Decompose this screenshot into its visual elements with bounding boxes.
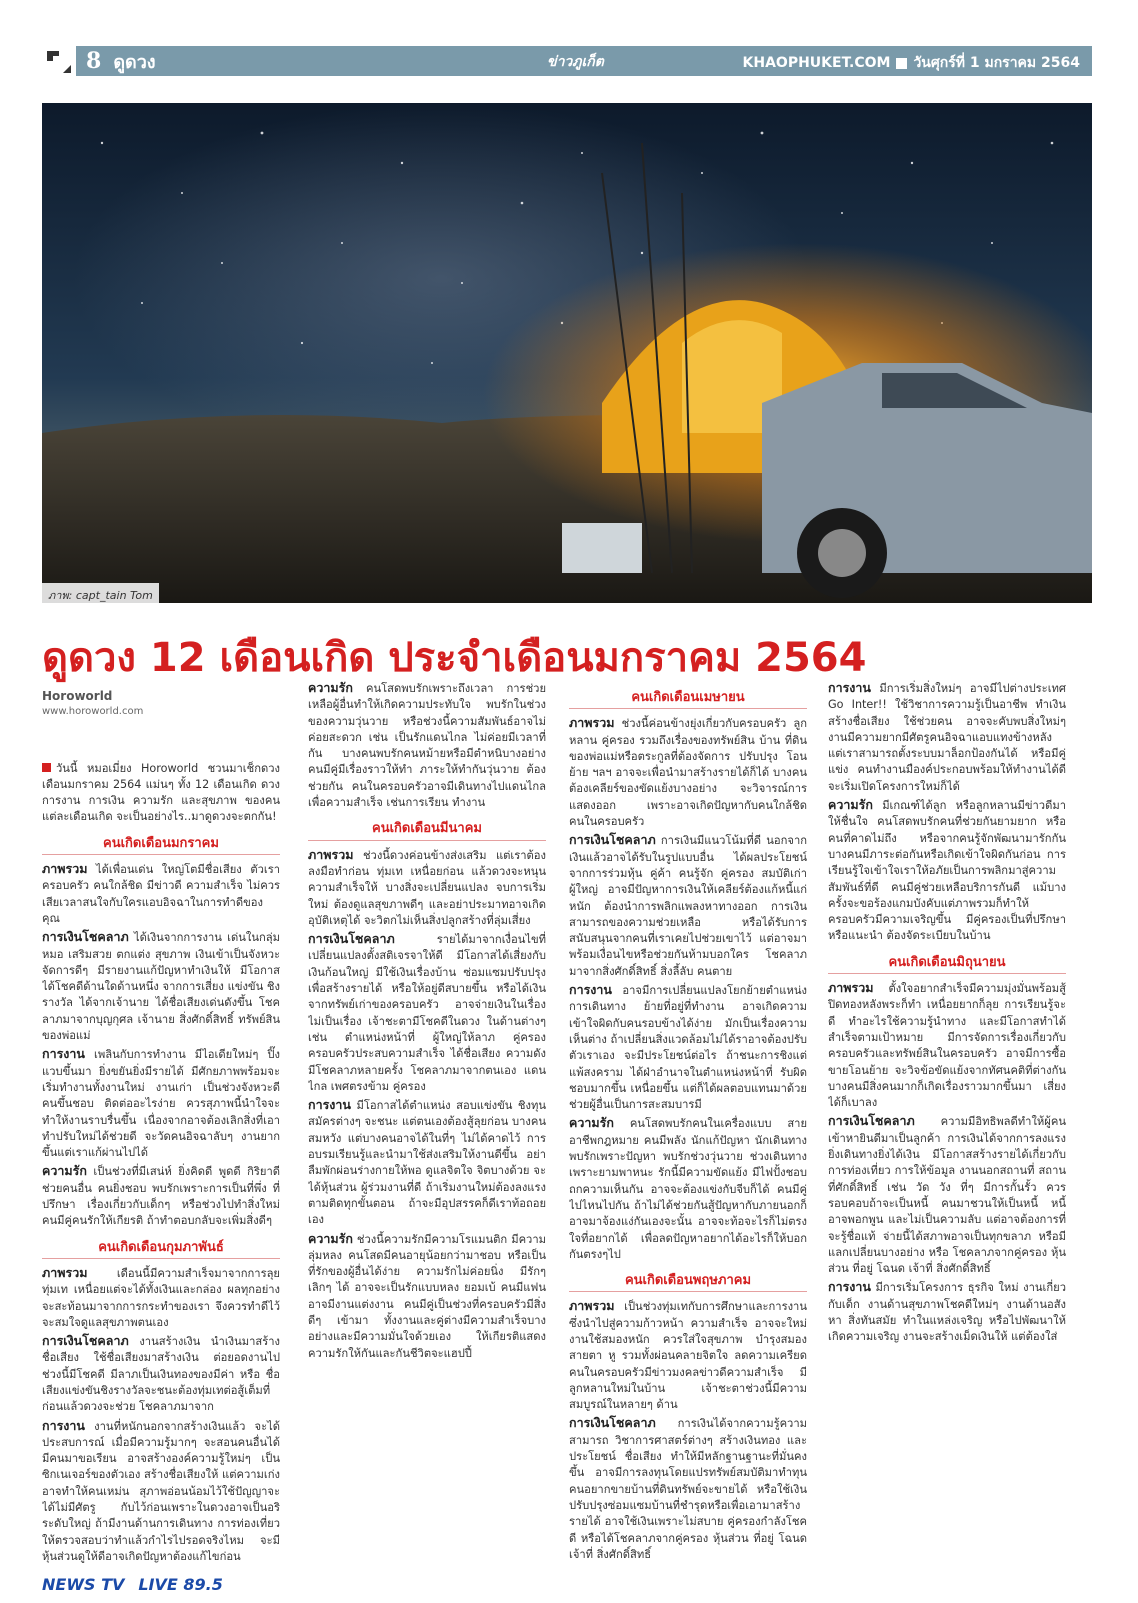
- photo-credit: ภาพ: capt_tain Tom: [42, 583, 159, 607]
- may-work: การงาน มีการเริ่มสิ่งใหม่ๆ อาจมีไปต่างประเทศ Go Inter!! ใช้วิชาการความรู้เป็นอาชีพ ทำเงิน สร้างชื่อเสียง ใช้ช่วยคน อาจจะคับพบสิ่งใหม่ๆ งานมีความยากมีศัตรูคนอิจฉาแอบแทงข้างหลัง แต่เราสามารถตั้งระบบมาล็อกป้องกันได้ หรือมีคู่แข่ง คนทำงานมืองค์ประกอบพร้อมให้ทำงานได้ดีจะเริ่มเปิดโครงการใหม่ก็ได้: [828, 680, 1066, 793]
- feb-title: คนเกิดเดือนกุมภาพันธ์: [42, 1240, 280, 1259]
- feb-love: ความรัก คนโสดพบรักเพราะถึงเวลา การช่วยเหลือผู้อื่นทำให้เกิดความประทับใจ พบรักในช่วงของความวุ่นวาย หรือช่วงนี้ความสัมพันธ์อาจไม่ค่อยสะดวก เช่น เป็นรักแดนไกล ไม่ค่อยมีเวลาที่กัน บางคนพบรักคนหม้ายหรือมีตำหนิบางอย่าง คนมีคู่มีเรื่องราวให้ทำ ภาระให้ทำกันวุ่นวาย ต้องช่วยกัน คนในครอบครัวอาจมีเดินทางไปแดนไกลเพื่อความสำเร็จ เช่นการเรียน ทำงาน: [308, 680, 546, 810]
- section-name: ดูดวง: [113, 51, 156, 73]
- site-date: [743, 52, 1080, 74]
- page-number: 8: [86, 48, 102, 74]
- hero-photo: [42, 103, 1092, 603]
- jan-work: การงาน เพลินกับการทำงาน มีไอเดียใหม่ๆ ปิ๊งแวบขึ้นมา ยิ่งขยันยิ่งมีรายได้ มีศักยภาพพร้อมจะเริ่มทำงานทั้งงานใหม่ งานเก่า เป็นช่วงจังหวะดีคนขึ้นชอบ ติดต่ออะไรง่าย ควรสุภาพนี้นำใจจะทำให้งานราบรื่นขึ้น เนื่องจากอาจต้องเลิกสิ่งที่เอาทำปรับใหม่ได้ช่วยดี จะวัดคนอิจฉาลับๆ งานยากขึ้นแต่เราแก้ผ่านไปได้: [42, 1046, 280, 1160]
- may-title: คนเกิดเดือนพฤษภาคม: [569, 1273, 807, 1292]
- apr-money: การเงินโชคลาภ การเงินมีแนวโน้มที่ดี นอกจากเงินแล้วอาจได้รับในรูปแบบอื่น ได้ผลประโยชน์จากการร่วมหุ้น คู่ค้า คนรู้จัก คู่ครอง สมบัติเก่า ผู้ใหญ่ อาจมีปัญหาการเงินให้เคลียร์ต้องแก้หนี้แก่หนัก ต้องนำการพลิกแพลงหาทางออก การเงินสามารถของความช่วยเหลือ หรือได้รับการสนับสนุนจากคนที่เราเคยไปช่วยเขาไว้ แต่อาจมาพร้อมเงื่อนไขหรือช่วยกันห้ามบอกใคร โชคลาภมาจากสิ่งศักดิ์สิทธิ์ สิ่งลี้ลับ คนตาย: [569, 832, 807, 978]
- jan-money: การเงินโชคลาภ ได้เงินจากการงาน เด่นในกลุ่มหมอ เสริมสวย ตกแต่ง สุขภาพ เงินเข้าเป็นจังหวะ จัดการดีๆ มีรายงานแก้ปัญหาทำเงินให้ มีโอกาสได้โชคดีด้านใดด้านหนึ่ง จากการเสี่ยง แข่งขัน ชิงรางวัล ได้จากเจ้านาย ได้ชื่อเสียงเด่นดังขึ้น โชคลาภมาจากบุญกุศล เจ้านาย สิ่งศักดิ์สิทธิ์ ทรัพย์สินของพ่อแม่: [42, 929, 280, 1043]
- mar-work: การงาน มีโอกาสได้ตำแหน่ง สอบแข่งขัน ชิงทุนสมัครต่างๆ จะชนะ แต่ตนเองต้องสู้ลุยก่อน บางคนสมหวัง แต่บางคนอาจได้ในที่ๆ ไม่ได้คาดไว้ การอบรมเรียนรู้และนำมาใช้ส่งเสริมให้งานดีขึ้น อย่าลืมพักผ่อนร่างกายให้พอ ดูแลจิตใจ จิตบางด้วย จะได้หุ้นส่วน ผู้ร่วมงานที่ดี ถ้าเริ่มงานใหม่ต้องลงแรงตามติดทุกขั้นตอน ถ้าจะมีอุปสรรคก็ดีเราท้อถอยเอง: [308, 1097, 546, 1227]
- jun-overall: ภาพรวม ตั้งใจอยากสำเร็จมีความมุ่งมั่นพร้อมสู้ ปิดทองหลังพระก็ทำ เหนื่อยยากก็ลุย การเรียนรู้จะดี ทำอะไรใช้ความรู้นำทาง และมีโอกาสทำได้สำเร็จตามเป้าหมาย มีการจัดการเรื่องเกี่ยวกับครอบครัวและทรัพย์สินในครอบครัว อาจมีการซื้อขายโอนย้าย จะวิจข้อขัดแย้งจากทัศนคติที่ต่างกัน บางคนมีสิ่งคนมากก็เกิดเรื่องราวมากขึ้นมา เสี่ยงได้ก็เบาลง: [828, 980, 1066, 1110]
- camping-night-illustration: [42, 103, 1092, 603]
- apr-overall: ภาพรวม ช่วงนี้ค่อนข้างยุ่งเกี่ยวกับครอบครัว ลูกหลาน คู่ครอง รวมถึงเรื่องของทรัพย์สิน บ้าน ที่ดิน ของพ่อแม่หรือตระกูลที่ต้องจัดการ ปรับปรุง โอนย้าย ฯลฯ อาจจะเพื่อนำมาสร้างรายได้ก็ได้ บางคนต้องเคลียร์ของขัดแย้งบางอย่าง จะวิจารณ์การแสดงออก เพราะอาจเกิดปัญหากับคนใกล้ชิด คนในครอบครัว: [569, 715, 807, 829]
- site-url: KHAOPHUKET.COM: [742, 55, 891, 71]
- mar-love: ความรัก ช่วงนี้ความรักมีความโรแมนติก มีความลุ่มหลง คนโสดมีคนอายุน้อยกว่ามาชอบ หรือเป็นที่รักของผู้อื่นได้ง่าย ความรักไม่ค่อยนิ่ง มีรักๆ เลิกๆ ได้ อาจจะเป็นรักแบบหลง ยอมเบ้ คนมีแฟนอาจมีงานแต่งงาน คนมีคู่เป็นช่วงที่ครอบครัวมีสิ่งดีๆ เข้ามา ทั้งงานและคู่ต่างมีความสำเร็จบางอย่างและมีความมั่นใจด้วยเอง ให้เกียรติแสดงความรักให้กันและกันชีวิตจะแฮปปี้: [308, 1230, 546, 1360]
- intro-paragraph: วันนี้ หมอเมี่ยง Horoworld ชวนมาเช็กดวงเดือนมกราคม 2564 แม่นๆ ทั้ง 12 เดือนเกิด ดวงการงาน การเงิน ความรัก และสุขภาพ ของคนแต่ละเดือนเกิด จะเป็นอย่างไร..มาดูดวงจะตกกัน!: [42, 761, 280, 824]
- apr-work: การงาน อาจมีการเปลี่ยนแปลงโยกย้ายตำแหน่ง การเดินทาง ย้ายที่อยู่ที่ทำงาน อาจเกิดความเข้าใจผิดกับคนรอบข้างได้ง่าย มักเป็นเรื่องความเห็นต่าง ถ้าเปลี่ยนสิ่งแวดล้อมไม่ได้ราอาจต้องปรับตัวเราเอง จะมีประโยชน์ต่อไร ถ้าชนะการชิงแต่แพ้สงคราม ได้ฝ่าอำนาจในตำแหน่งหน้าที่ รับผิดชอบมากขึ้น เหนื่อยขึ้น แต่ก็ได้ผลตอบแทนมาด้วย ช่วยผู้อื่นเป็นการสะสมบารมี: [569, 982, 807, 1112]
- column-3: [569, 680, 807, 1568]
- byline-url: www.horoworld.com: [42, 706, 144, 718]
- may-money: การเงินโชคลาภ การเงินได้จากความรู้ความสามารถ วิชาการศาสตร์ต่างๆ สร้างเงินทอง และประโยชน์ ชื่อเสียง ทำให้มีหลักฐานฐานะที่มั่นคงขึ้น อาจมีการลงทุนโดยแปรทรัพย์สมบัติมาทำทุน คนอยากขายบ้านที่ดินทรัพย์จะขายได้ หรือใช้เงินปรับปรุงซ่อมแซมบ้านที่ชำรุดหรือเพื่อเอามาสร้างรายได้ อาจใช้เงินเพราะไม่สบาย คู่ครองกำลังโชคดี หรือได้โชคลาภจากคู่ครอง หุ้นส่วน ที่อยู่ โฉนด เจ้าที่ สิ่งศักดิ์สิทธิ์: [569, 1415, 807, 1561]
- issue-date: วันศุกร์ที่ 1 มกราคม 2564: [913, 55, 1080, 71]
- jan-love: ความรัก เป็นช่วงที่มีเสน่ห์ ยิ่งคิดดี พูดดี กิริยาดี ช่วยคนอื่น คนยิ่งชอบ พบรักเพราะการเป็นที่พึ่ง ที่ปรึกษา เรื่องเกี่ยวกับเด็กๆ หรือช่วงไปทำสิ่งใหม่ คนมีคู่คนรักให้เกียรติ ถ้าทำตอบกลับจะเพิ่มสิ่งดีๆ: [42, 1163, 280, 1228]
- may-overall: ภาพรวม เป็นช่วงทุ่มเทกับการศึกษาและการงานซึ่งนำไปสู่ความก้าวหน้า ความสำเร็จ อาจจะใหม่งานใช้สมองหนัก ควรใส่ใจสุขภาพ บำรุงสมอง สายตา หู รวมทั้งผ่อนคลายจิตใจ ลดความเครียด คนในครอบครัวมีข่าวมงคลข่าวดีความสำเร็จ มีลูกหลานใหม่ในบ้าน เจ้าชะตาช่วงนี้มีความสมบูรณ์ในหลายๆ ด้าน: [569, 1298, 807, 1412]
- apr-love: ความรัก คนโสดพบรักคนในเครื่องแบบ สายอาชีพกฎหมาย คนมีพลัง นักแก้ปัญหา นักเดินทาง พบรักเพราะปัญหา พบรักช่วงวุ่นวาย ช่วงเดินทาง เพราะยามพาหนะ รักนี้มีความขัดแย้ง มีไฟปั้งชอบถกความเห็นกัน อาจจะต้องแข่งกับจีบก็ได้ คนมีคู่ไปไหนไปกัน ถ้าไม่ได้ช่วยกันสู้ปัญหากับภายนอกก็อาจมาจ้องแง่กันเองจะนั้น อาจจะท้อจะไรก็ไม่ตรงใจที่อยากได้ เพื่อลดปัญหาอยากได้อะไรก็ให้บอกกันตรงๆไป: [569, 1115, 807, 1261]
- feb-overall: ภาพรวม เดือนนี้มีความสำเร็จมาจากการลุยทุ่มเท เหนื่อยแต่จะได้ทั้งเงินและกล่อง ผลทุกอย่างจะสะท้อนมาจากการกระทำของเรา จึงควรทำดีไว้จะสมใจดูแลสุขภาพตนเอง: [42, 1264, 280, 1329]
- article-headline: ดูดวง 12 เดือนเกิด ประจำเดือนมกราคม 2564: [42, 635, 867, 681]
- jun-title: คนเกิดเดือนมิถุนายน: [828, 955, 1066, 974]
- footer-logos: [42, 1575, 223, 1594]
- mar-money: การเงินโชคลาภ รายได้มาจากเงื่อนไขที่เปลี่ยนแปลงตั้งสติเจรจาให้ดี มีโอกาสได้เสี่ยงกับเงินก้อนใหญ่ มีใช้เงินเรื่องบ้าน ซ่อมแซมปรับปรุงเพื่อสร้างรายได้ หรือให้อยู่ดีสบายขึ้น หรือได้เงินจากทรัพย์เก่าของครอบครัว อาจจ่ายเงินในเรื่องไม่เป็นเรื่อง เจ้าชะตามีโชคดีในดวง ในด้านต่างๆ เช่น ตำแหน่งหน้าที่ ผู้ใหญ่ให้ลาภ คู่ครองครอบครัวประสบความสำเร็จ ได้ชื่อเสียง ความดัง มีโชคลาภหลายครั้ง โชคลาภมาจากตนเอง แดนไกล เพศตรงข้าม คู่ครอง: [308, 931, 546, 1093]
- jan-title: คนเกิดเดือนมกราคม: [42, 836, 280, 855]
- jan-overall: ภาพรวม ได้เพื่อนเด่น ใหญ่โตมีชื่อเสียง ตัวเราครอบครัว คนใกล้ชิด มีข่าวดี ความสำเร็จ ไม่ควรเสียเวลาสนใจกับใครแอบอิจฉาในการทำดีของคุณ: [42, 861, 280, 925]
- feb-work: การงาน งานที่หนักนอกจากสร้างเงินแล้ว จะได้ประสบการณ์ เมื่อมีความรู้มากๆ จะสอนคนอื่นได้ มีคนมาขอเรียน อาจสร้างองค์ความรู้ใหม่ๆ เป็นซิกเนเจอร์ของตัวเอง สร้างชื่อเสียงให้ แต่ความเก่งอาจทำให้คนเหม่น สุภาพอ่อนน้อมไว้ใช้ปัญญาจะได้ไม่มีศัตรู กับไว้ก่อนเพราะในดวงอาจเป็นอริระดับใหญ่ ถ้ามีงานด้านการเดินทาง การท่องเที่ยวให้ตรวจสอบว่าทำแล้วกำไรไปรอดจริงไหม จะมีหุ้นส่วนดูให้ดีอาจเกิดปัญหาต้องแก้ไขก่อน: [42, 1417, 280, 1563]
- mar-title: คนเกิดเดือนมีนาคม: [308, 821, 546, 840]
- jun-money: การเงินโชคลาภ ความมีอิทธิพลดีทำให้ผู้คนเข้าหายินดีมาเป็นลูกค้า การเงินได้จากการลงแรง ยิ่งเดินทางยิ่งได้เงิน มีโอกาสสร้างรายได้เกี่ยวกับการท่องเที่ยว การให้ข้อมูล งานนอกสถานที่ สถานที่ศักดิ์สิทธิ์ เช่น วัด วัง ที่ๆ มีการกั้นรั้ว ควรรอบคอบถ้าจะเป็นหนี้ คนมาชวนให้เป็นหนี้ หนี้อาจพอกพูน และไม่เป็นความลับ แต่อาจต้องการที่จะรู้ชื่อแท้ จ่ายนี้ได้สภาพอาจเป็นทุกขลาภ หรือมีแลกเปลี่ยนบางอย่าง หรือ โชคลาภจากคู่ครอง หุ้นส่วน ที่อยู่ โฉนด เจ้าที่ สิ่งศักดิ์สิทธิ์: [828, 1113, 1066, 1276]
- column-2: [308, 680, 546, 1568]
- separator-square-icon: [896, 58, 907, 69]
- byline-author: Horoworld: [42, 689, 113, 703]
- news-tv-logo: NEWS TV: [42, 1575, 125, 1594]
- page-header: [42, 46, 1092, 76]
- mar-overall: ภาพรวม ช่วงนี้ดวงค่อนข้างส่งเสริม แต่เราต้องลงมือทำก่อน ทุ่มเท เหนื่อยก่อน แล้วดวงจะหนุน ความสำเร็จให้ บางสิ่งจะเปลี่ยนแปลง จบการเริ่มใหม่ ต้องดูแลสุขภาพดีๆ และอย่าประมาทอาจเกิดอุบัติเหตุได้ จะวิตกไม่เห็นสิ่งปลูกสร้างที่ลุ่มเสี่ยง: [308, 846, 546, 927]
- newspaper-logo-icon: [42, 46, 76, 76]
- bullet-icon: [42, 763, 51, 772]
- column-1: [42, 688, 280, 1568]
- column-4: [828, 680, 1066, 1568]
- may-love: ความรัก มีเกณฑ์ได้ลูก หรือลูกหลานมีข่าวดีมาให้ชื่นใจ คนโสดพบรักคนที่ช่วยกันยามยาก หรือคนที่คาดไม่ถึง หรือจากคนรู้จักพัฒนามารักกัน บางคนมีภาระต่อกันหรือเกิดเข้าใจผิดกันก่อน การเรียนรู้ใจเข้าใจเราให้อภัยเป็นการพลิกมาสู่ความสัมพันธ์ที่ดี คนมีคู่ช่วยเหลือบริการกันดี แม้บางครั้งจะขอร้องแกมบังคับแต่ภาพรวมก็ทำให้ครอบครัวมีความเจริญขึ้น มีคู่ครองเป็นที่ปรึกษาหรือแนะนำ ต้องจัดระเบียบในบ้าน: [828, 797, 1066, 943]
- feb-money: การเงินโชคลาภ งานสร้างเงิน นำเงินมาสร้างชื่อเสียง ใช้ชื่อเสียงมาสร้างเงิน ต่อยอดงานไป ช่วงนี้มีโชคดี มีลาภเป็นเงินทองของมีค่า หรือ ชื่อเสียงแข่งขันชิงรางวัลจะชนะต้องทุ่มเทต่อสู้เต็มที่ก่อนแล้วดวงจะช่วย โชคลาภมาจาก: [42, 1333, 280, 1414]
- jun-work: การงาน มีการเริ่มโครงการ ธุรกิจ ใหม่ งานเกี่ยวกับเด็ก งานด้านสุขภาพโชคดีใหม่ๆ งานด้านอสังหา สิ่งทันสมัย ทำในแหล่งเจริญ หรือไปพัฒนาให้เกิดความเจริญ งานจะสร้างเม็ดเงินให้ แต่ต้องใส่: [828, 1279, 1066, 1344]
- live-radio-logo: LIVE 89.5: [138, 1575, 223, 1594]
- apr-title: คนเกิดเดือนเมษายน: [569, 690, 807, 709]
- brand-logo: ข่าวภูเก็ต: [547, 54, 604, 70]
